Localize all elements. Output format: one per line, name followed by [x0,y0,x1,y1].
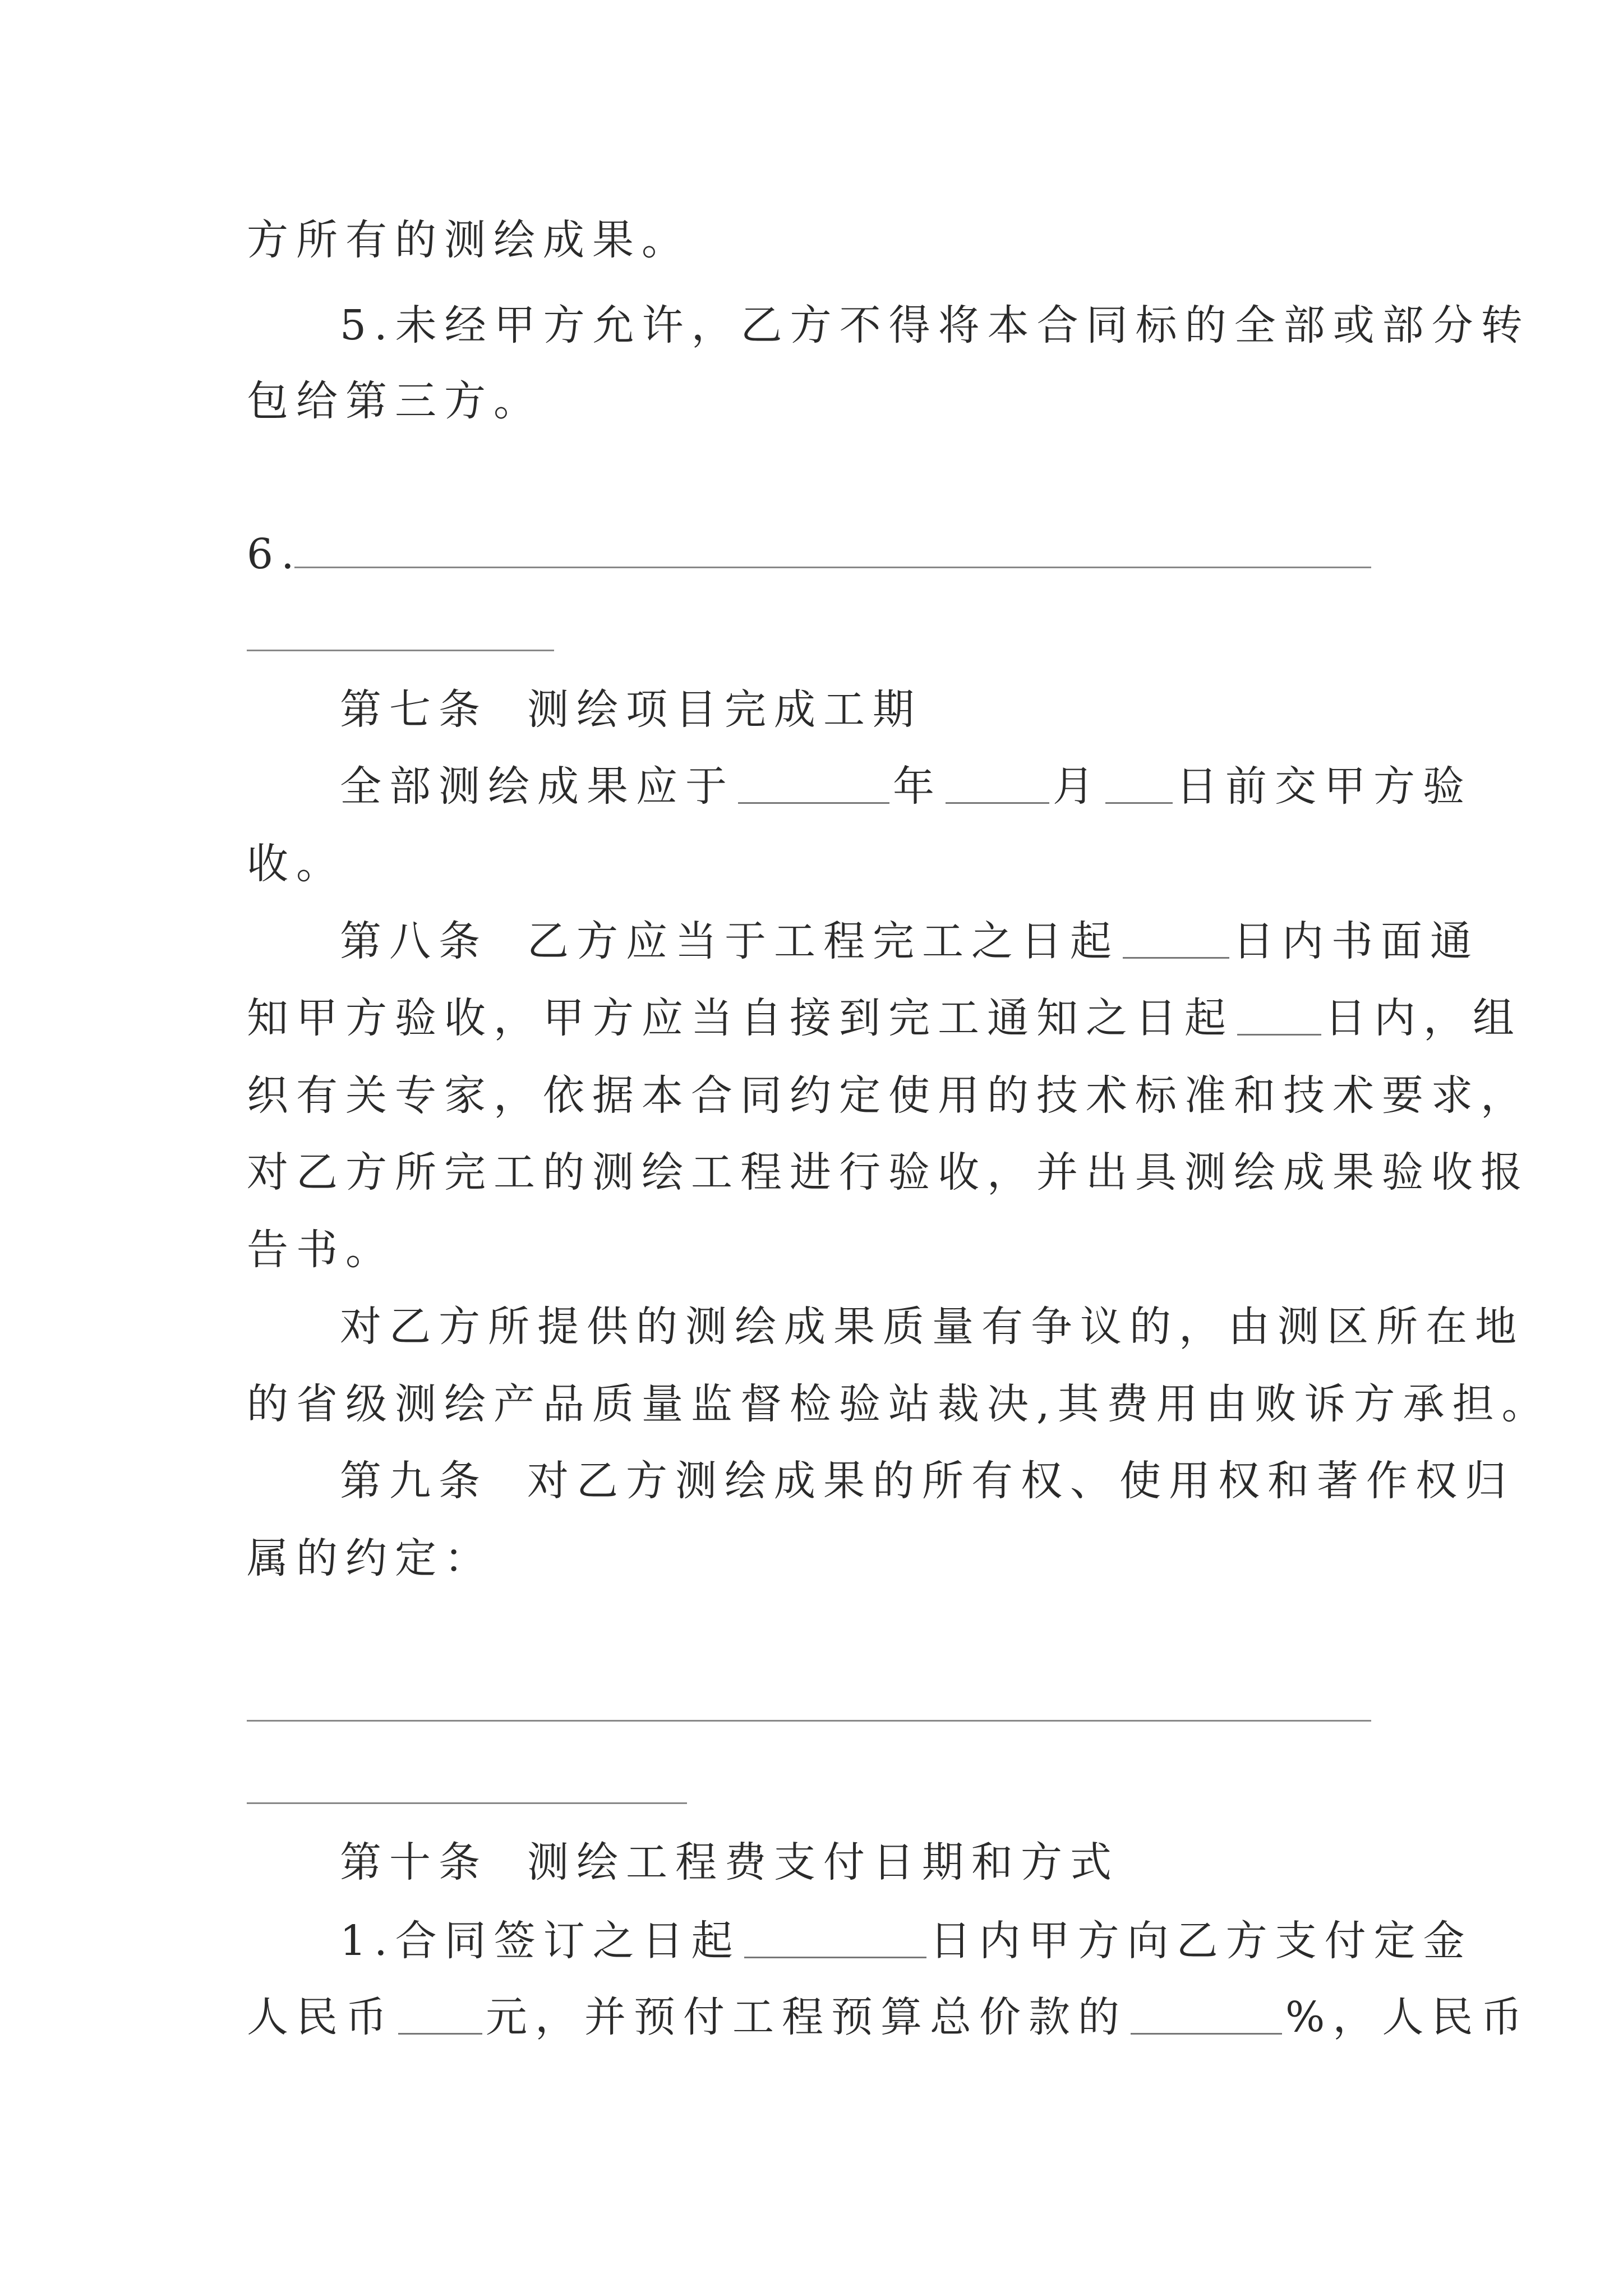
days-blank [1237,997,1321,1036]
month-blank [946,765,1049,804]
text-fragment: 收。 [247,840,345,888]
percentage-blank [1131,1996,1282,2035]
text-fragment: 织有关专家，依据本合同约定使用的技术标准和技术要求， [247,1071,1530,1120]
text-fragment: 全部测绘成果应于 [340,762,735,811]
article-number: 第九条 [340,1457,488,1505]
fill-in-rule [294,567,1371,568]
text-line [247,212,1385,268]
article-9-line-2 [247,1530,1385,1586]
text-fragment: 日内，组 [1325,994,1522,1042]
text-fragment: 对乙方所提供的测绘成果质量有争议的，由测区所在地 [340,1303,1524,1351]
article-10-line-2 [247,1989,1530,2045]
article-10-title [247,1834,1385,1890]
fill-in-rule [247,1720,1371,1722]
text-fragment: 包给第三方。 [247,377,543,425]
article-7-paragraph-line-2 [247,836,1385,892]
text-fragment: 乙方应当于工程完工之日起 [527,917,1119,965]
article-8-line-2 [247,990,1522,1046]
text-fragment: 年 [893,762,942,811]
article-8-line-1 [247,913,1479,969]
article-10-line-1 [247,1913,1473,1969]
text-fragment: 5.未经甲方允许，乙方不得将本合同标的全部或部分转 [340,301,1530,349]
article-9-line-1 [247,1453,1514,1509]
article-heading: 测绘工程费支付日期和方式 [527,1838,1119,1887]
days-blank [1123,920,1229,959]
item-5-line-1 [247,297,1530,353]
text-fragment: 日内甲方向乙方支付定金 [929,1917,1473,1965]
text-fragment: 的省级测绘产品质量监督检验站裁决,其费用由败诉方承担。 [247,1380,1551,1428]
dispute-line-2 [247,1376,1551,1432]
day-blank [1105,765,1173,804]
text-fragment: 月 [1053,762,1102,811]
item-6-label: 6. [247,530,302,578]
text-fragment: %，人民币 [1285,1993,1530,2041]
deposit-amount-blank [398,1996,482,2035]
text-fragment: 日前交甲方验 [1176,762,1472,811]
text-fragment: 对乙方测绘成果的所有权、使用权和著作权归 [527,1457,1514,1505]
text-fragment: 人民币 [247,1993,395,2041]
article-number: 第八条 [340,917,488,965]
article-heading: 测绘项目完成工期 [527,685,922,734]
article-number: 第十条 [340,1838,488,1887]
days-blank [744,1920,926,1958]
item-6-line [247,526,1385,582]
fill-in-rule [247,1802,687,1804]
article-7-title [247,682,1385,738]
article-number: 第七条 [340,685,488,734]
fill-in-rule [247,650,554,651]
text-fragment: 对乙方所完工的测绘工程进行验收，并出具测绘成果验收报 [247,1148,1530,1197]
article-8-line-4 [247,1144,1530,1200]
article-8-line-5 [247,1222,1385,1278]
item-5-line-2 [247,373,1385,429]
text-fragment: 日内书面通 [1233,917,1479,965]
article-7-paragraph-line-1 [247,758,1472,815]
text-fragment: 知甲方验收，甲方应当自接到完工通知之日起 [247,994,1234,1042]
text-fragment: 元，并预付工程预算总价款的 [486,1993,1127,2041]
text-fragment: 1.合同签订之日起 [340,1917,741,1965]
article-8-line-3 [247,1068,1530,1124]
dispute-line-1 [247,1299,1524,1355]
text-fragment: 属的约定： [247,1534,494,1582]
year-blank [738,765,889,804]
text-fragment: 告书。 [247,1226,395,1274]
text-fragment: 方所有的测绘成果。 [247,216,691,264]
